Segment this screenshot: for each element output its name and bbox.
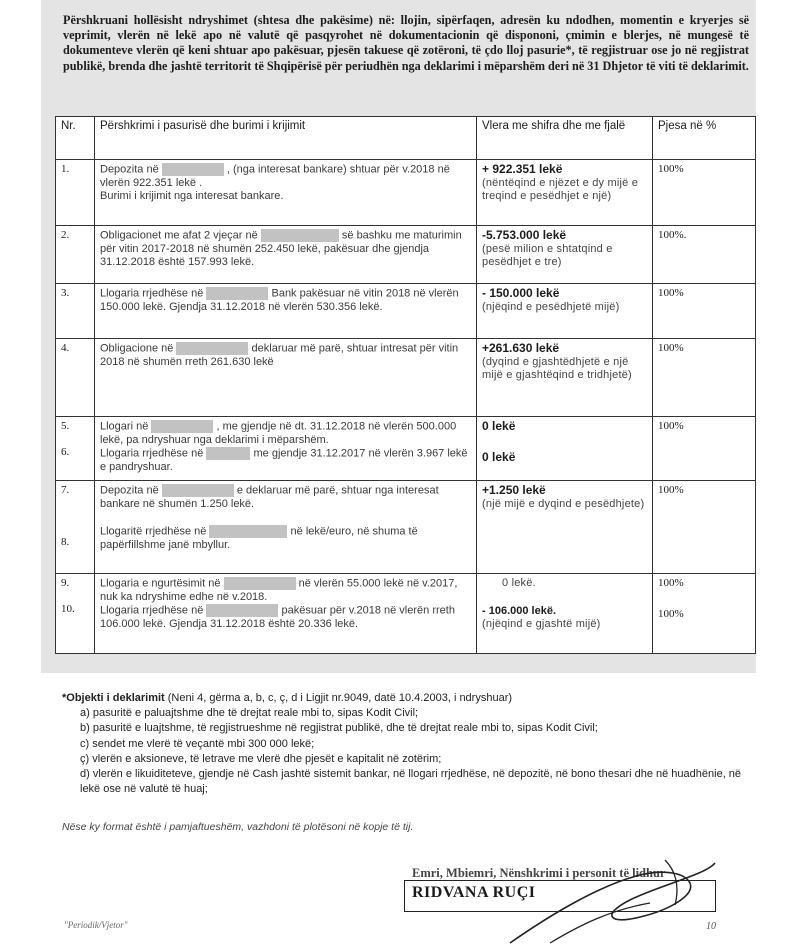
- amount: -5.753.000 lekë: [482, 228, 567, 242]
- header-share: Pjesa në %: [653, 117, 756, 160]
- amount: + 922.351 lekë: [482, 162, 563, 176]
- redaction-block: [162, 163, 224, 176]
- row-description: Obligacionet me afat 2 vjeçar në së bashku me maturimin për vitin 2017-2018 në shumën 252.450 lekë, pakësuar dhe gjendja 31.12.2018 është 157.993 lekë.: [95, 226, 477, 284]
- amount: +261.630 lekë: [482, 341, 560, 355]
- row-description: Depozita në , (nga interesat bankare) shtuar për v.2018 në vlerën 922.351 lekë . Burimi i krijimit nga interesat bankare.: [95, 160, 477, 226]
- handwritten-signature: [490, 855, 720, 945]
- row-value: [477, 339, 653, 417]
- continuation-note: Nëse ky format është i pamjaftueshëm, vazhdoni të plotësoni në kopje të tij.: [62, 821, 414, 833]
- row-number: 1.: [56, 160, 95, 226]
- row-share: 100%: [653, 339, 756, 417]
- row-number: 9. 10.: [56, 574, 95, 654]
- table-row: [56, 339, 756, 417]
- row-description: Llogari në , me gjendje në dt. 31.12.2018 në vlerën 500.000 lekë, pa ndryshuar nga deklarimi i mëparshëm. Llogaria rrjedhëse në me gjendje 31.12.2017 në vlerën 3.967 lekë e pandryshuar.: [95, 417, 477, 481]
- row-description: Obligacione në deklaruar më parë, shtuar intresat për vitin 2018 në shumën rreth 261.630 lekë: [95, 339, 477, 417]
- amount: - 106.000 lekë.: [482, 604, 557, 617]
- amount-in-words: (pesë milion e shtatqind e pesëdhjet e tre): [482, 242, 613, 268]
- amount: 0 lekë: [482, 419, 516, 433]
- row-value: [477, 417, 653, 481]
- row-value: [477, 481, 653, 574]
- table-header-row: [56, 117, 756, 160]
- page-number: 10: [706, 921, 716, 932]
- header-value: Vlera me shifra dhe me fjalë: [477, 117, 653, 160]
- declaration-notes: [62, 691, 752, 797]
- row-value: [477, 160, 653, 226]
- list-item: a) pasuritë e paluajtshme dhe të drejtat reale mbi to, sipas Kodit Civil;: [80, 707, 419, 720]
- list-item: d) vlerën e likuiditeteve, gjendje në Cash jashtë sistemit bankar, në llogari rrjedhëse, në depozitë, në bono thesari dhe në huadhënie, në lekë ose në valutë të huaj;: [80, 768, 742, 796]
- row-share: 100%: [653, 160, 756, 226]
- redaction-block: [224, 577, 296, 590]
- table-row: [56, 226, 756, 284]
- row-description: Depozita në e deklaruar më parë, shtuar nga interesat bankare në shumën 1.250 lekë. Llogaritë rrjedhëse në në lekë/euro, në shuma të papërfillshme janë mbyllur.: [95, 481, 477, 574]
- table-row: [56, 417, 756, 481]
- row-value: [477, 226, 653, 284]
- list-item: b) pasuritë e luajtshme, të regjistrueshme në regjistrat publikë, dhe të drejtat reale mbi to, sipas Kodit Civil;: [80, 722, 598, 735]
- amount: - 150.000 lekë: [482, 286, 560, 300]
- intro-paragraph: Përshkruani hollësisht ndryshimet (shtesa dhe pakësime) në: llojin, sipërfaqen, adresën ku ndodhen, momentin e kryerjes së veprimit, vlerën në lekë apo në valutë që pasqyrohet në dokumentacionin që dispononi, çmimin e blerjes, në mungesë të dokumenteve vlerën që keni shtuar apo pakësuar, pjesën takuese që zotëroni, të çdo lloj pasurie*, të regjistruar ose jo në regjistrat publikë, brenda dhe jashtë territorit të Shqipërisë për periudhën nga deklarimi i mëparshëm deri në 31 Dhjetor të viti të deklarimit.: [63, 13, 749, 73]
- amount: 0 lekë: [482, 449, 516, 464]
- redaction-block: [261, 229, 339, 242]
- amount-in-words: (njëqind e pesëdhjetë mijë): [482, 300, 620, 313]
- redaction-block: [206, 287, 268, 300]
- row-share: 100%: [653, 284, 756, 339]
- amount-in-words: (dyqind e gjashtëdhjetë e një mijë e gjashtëqind e tridhjetë): [482, 355, 632, 381]
- amount-in-words: (njëqind e gjashtë mijë): [482, 618, 601, 630]
- redaction-block: [209, 525, 287, 538]
- row-share: 100%.: [653, 226, 756, 284]
- amount-in-words: (një mijë e dyqind e pesëdhjete): [482, 497, 645, 510]
- table-row: [56, 284, 756, 339]
- redaction-block: [206, 604, 278, 617]
- amount: 0 lekë.: [502, 577, 536, 589]
- table-row: [56, 574, 756, 654]
- list-item: ç) vlerën e aksioneve, të letrave me vlerë dhe pjesët e kapitalit në zotërim;: [80, 752, 442, 765]
- header-description: Përshkrimi i pasurisë dhe burimi i krijimit: [95, 117, 477, 160]
- row-number: 3.: [56, 284, 95, 339]
- amount-in-words: (nëntëqind e njëzet e dy mijë e treqind e pesëdhjet e një): [482, 176, 639, 202]
- list-item: c) sendet me vlerë të veçantë mbi 300 000 lekë;: [80, 737, 315, 750]
- notes-heading-detail: (Neni 4, gërma a, b, c, ç, d i Ligjit nr.9049, datë 10.4.2003, i ndryshuar): [167, 692, 513, 704]
- notes-list: [62, 706, 752, 797]
- footer-period: "Periodik/Vjetor": [64, 920, 128, 930]
- notes-heading: *Objekti i deklarimit: [62, 692, 165, 704]
- declaration-table: [55, 116, 756, 654]
- row-description: Llogaria rrjedhëse në Bank pakësuar në vitin 2018 në vlerën 150.000 lekë. Gjendja 31.12.2018 në vlerën 530.356 lekë.: [95, 284, 477, 339]
- row-description: Llogaria e ngurtësimit në në vlerën 55.000 lekë në v.2017, nuk ka ndryshime edhe në v.2018. Llogaria rrjedhëse në pakësuar për v.2018 në vlerën rreth 106.000 lekë. Gjendja 31.12.2018 është 20.336 lekë.: [95, 574, 477, 654]
- header-nr: Nr.: [56, 117, 95, 160]
- row-share: 100%: [653, 417, 756, 481]
- redaction-block: [176, 342, 248, 355]
- table-row: [56, 160, 756, 226]
- row-number: 2.: [56, 226, 95, 284]
- row-value: [477, 284, 653, 339]
- signatory-name: RIDVANA RUÇI: [412, 884, 536, 901]
- redaction-block: [151, 420, 213, 433]
- row-number: 7. 8.: [56, 481, 95, 574]
- row-number: 4.: [56, 339, 95, 417]
- redaction-block: [162, 484, 234, 497]
- row-share: 100%: [653, 481, 756, 574]
- row-value: [477, 574, 653, 654]
- signature-label: Emri, Mbiemri, Nënshkrimi i personit të lidhur: [412, 866, 666, 880]
- redaction-block: [206, 447, 250, 460]
- amount: +1.250 lekë: [482, 483, 546, 497]
- row-number: 5. 6.: [56, 417, 95, 481]
- row-share: 100% 100%: [653, 574, 756, 654]
- table-row: [56, 481, 756, 574]
